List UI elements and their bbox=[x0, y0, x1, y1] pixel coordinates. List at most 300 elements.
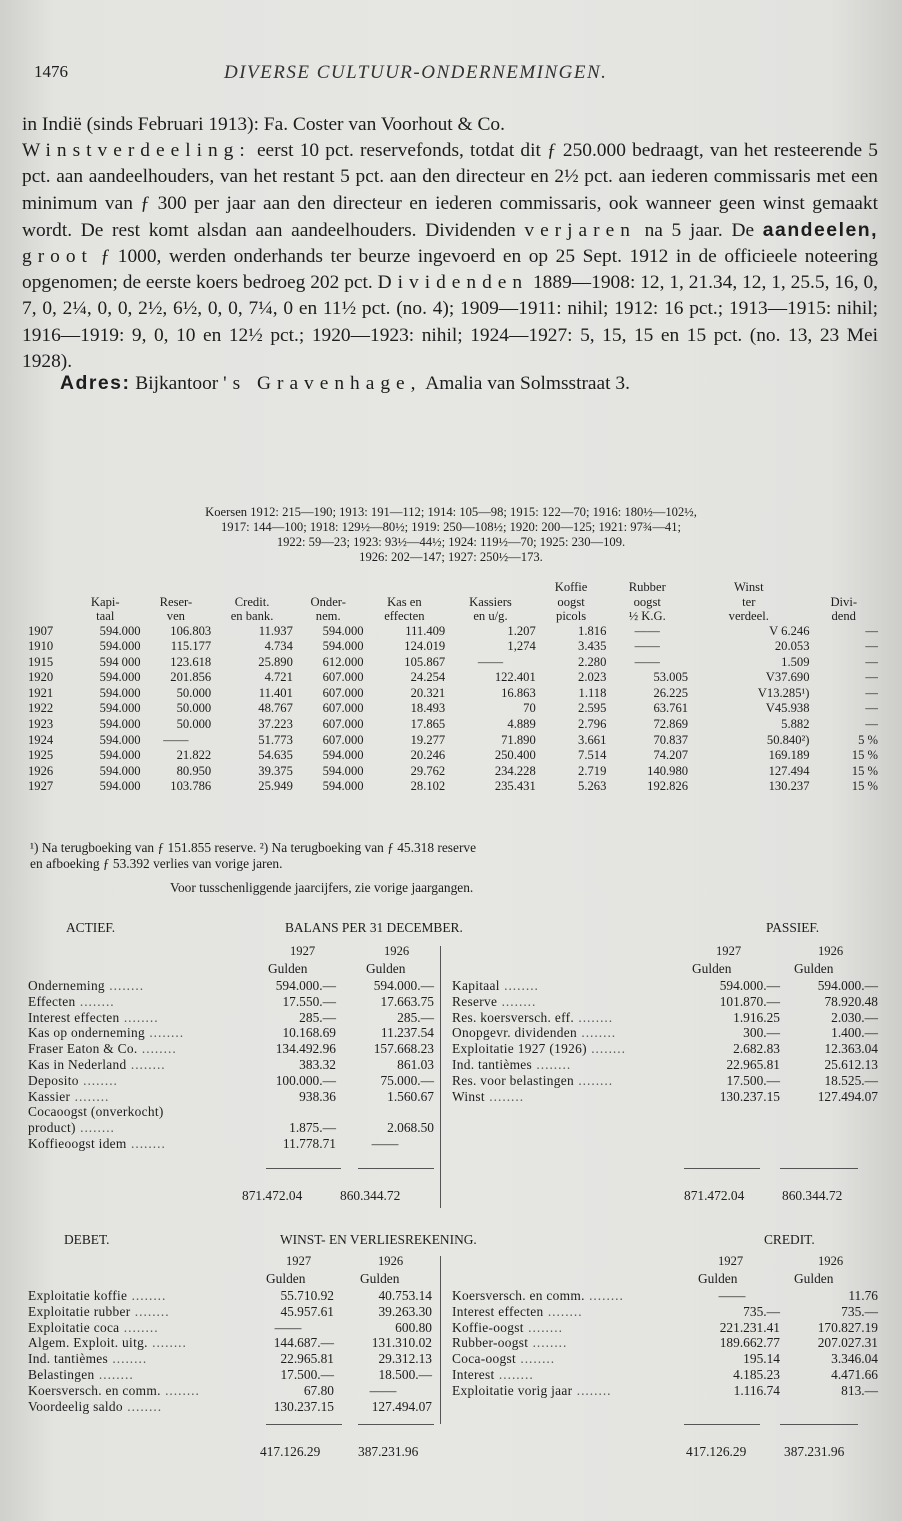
ledger-row: Rubber-oogst ........ 189.662.77 207.027.31 bbox=[452, 1335, 878, 1351]
column-header: Credit. bbox=[234, 594, 270, 609]
ledger-value bbox=[336, 1104, 434, 1120]
table-cell: 234.228 bbox=[494, 763, 536, 778]
table-cell: — bbox=[865, 623, 878, 638]
column-header: effecten bbox=[384, 609, 425, 623]
table-cell: 192.826 bbox=[647, 779, 689, 794]
ledger-value bbox=[246, 1104, 336, 1120]
table-cell: 50.000 bbox=[176, 685, 212, 700]
ledger-value: 383.32 bbox=[299, 1056, 336, 1072]
ledger-value: 17.663.75 bbox=[380, 993, 434, 1009]
table-row bbox=[28, 639, 878, 655]
ledger-label: Koersversch. en comm. bbox=[28, 1382, 161, 1398]
table-row bbox=[28, 624, 878, 640]
footnote-line: ¹) Na terugboeking van ƒ 151.855 reserve. ²) Na terugboeking van ƒ 45.318 reserve bbox=[30, 840, 477, 855]
ledger-value: —— bbox=[274, 1319, 302, 1335]
table-cell: 4.734 bbox=[264, 639, 293, 654]
ledger-label: Koersversch. en comm. bbox=[452, 1288, 585, 1303]
column-header: taal bbox=[96, 609, 115, 623]
table-cell: 4.721 bbox=[264, 670, 293, 685]
table-cell: 169.189 bbox=[768, 748, 810, 763]
ledger-row: Res. voor belastingen ........ 17.500.— 18.525.— bbox=[452, 1072, 878, 1088]
ledger-label: Belastingen bbox=[28, 1366, 95, 1382]
ledger-label: Exploitatie 1927 (1926) bbox=[452, 1041, 587, 1057]
column-header: Divi- bbox=[830, 594, 858, 609]
table-cell: 15 % bbox=[851, 779, 878, 794]
ledger-value: 938.36 bbox=[299, 1088, 336, 1104]
description-paragraph bbox=[22, 112, 878, 375]
ledger-row: Deposito ........ 100.000.— 75.000.— bbox=[28, 1072, 434, 1088]
ledger-row: product) ........ 1.875.— 2.068.50 bbox=[28, 1120, 434, 1136]
table-cell: 594.000 bbox=[99, 732, 141, 747]
table-cell: 250.400 bbox=[494, 748, 536, 763]
table-cell: 20.053 bbox=[774, 639, 810, 654]
table-cell: 103.786 bbox=[170, 779, 212, 794]
year-cell: 1924 bbox=[28, 732, 54, 747]
table-row bbox=[28, 733, 878, 749]
ledger-row: Reserve ........ 101.870.— 78.920.48 bbox=[452, 993, 878, 1009]
ledger-row: Ind. tantièmes ........ 22.965.81 29.312.13 bbox=[28, 1351, 432, 1367]
total-rule bbox=[358, 1424, 434, 1425]
year-label: 1927 bbox=[290, 944, 316, 958]
ledger-label: Exploitatie coca bbox=[28, 1319, 120, 1335]
table-cell: 20.246 bbox=[410, 748, 446, 763]
table-cell: — bbox=[865, 717, 878, 732]
table-row bbox=[28, 779, 878, 795]
table-cell: 594.000 bbox=[99, 623, 141, 638]
ledger-value: 735.— bbox=[841, 1303, 878, 1319]
agent-text: in Indië (sinds Februari 1913): Fa. Coster van Voorhout & Co. bbox=[22, 114, 505, 135]
table-cell: 50.000 bbox=[176, 701, 212, 716]
table-row bbox=[28, 717, 878, 733]
aandeelen-term: aandeelen, bbox=[762, 218, 878, 241]
unit-label: Gulden bbox=[692, 961, 732, 976]
ledger-value: 22.965.81 bbox=[280, 1351, 334, 1367]
ledger-value: 130.237.15 bbox=[273, 1398, 334, 1414]
ledger-value: 285.— bbox=[397, 1009, 434, 1025]
unit-label: Gulden bbox=[698, 1271, 738, 1286]
ledger-label: Ind. tantièmes bbox=[452, 1056, 533, 1072]
ledger-label: Koffie-oogst bbox=[452, 1319, 524, 1335]
ledger-value: 594.000.— bbox=[275, 978, 336, 993]
table-cell: 3.661 bbox=[578, 732, 607, 747]
total-value: 417.126.29 bbox=[260, 1444, 321, 1459]
ledger-value: 207.027.31 bbox=[817, 1335, 878, 1351]
address-city: 's Gravenhage, bbox=[223, 373, 422, 394]
table-cell: 24.254 bbox=[410, 670, 446, 685]
unit-label: Gulden bbox=[268, 961, 308, 976]
ledger-value: 1.560.67 bbox=[387, 1088, 434, 1104]
table-cell: —— bbox=[163, 732, 189, 747]
table-cell: 594.000 bbox=[99, 639, 141, 654]
total-rule bbox=[266, 1424, 342, 1425]
column-header: Winst bbox=[734, 580, 764, 594]
column-header bbox=[293, 580, 364, 595]
table-cell: 594.000 bbox=[322, 779, 364, 794]
ledger-label: Rubber-oogst bbox=[452, 1335, 529, 1351]
table-cell: 19.277 bbox=[410, 732, 446, 747]
ledger-value: 17.500.— bbox=[280, 1366, 334, 1382]
table-cell: — bbox=[865, 670, 878, 685]
column-header: nem. bbox=[315, 609, 341, 623]
ledger-value: 170.827.19 bbox=[817, 1319, 878, 1335]
ledger-label: Coca-oogst bbox=[452, 1351, 516, 1367]
column-header: picols bbox=[556, 609, 587, 623]
ledger-row: Effecten ........ 17.550.— 17.663.75 bbox=[28, 993, 434, 1009]
table-cell: 16.863 bbox=[501, 685, 536, 700]
ledger-label: Ind. tantièmes bbox=[28, 1351, 109, 1367]
year-cell: 1920 bbox=[28, 670, 54, 685]
ledger-value: 55.710.92 bbox=[280, 1288, 334, 1303]
passief-table bbox=[452, 978, 878, 1104]
table-cell: 1.509 bbox=[781, 654, 810, 669]
table-cell: 26.225 bbox=[653, 685, 689, 700]
ledger-row: Winst ........ 130.237.15 127.494.07 bbox=[452, 1088, 878, 1104]
table-cell: 2.023 bbox=[578, 670, 607, 685]
table-cell: 39.375 bbox=[258, 763, 293, 778]
company-description bbox=[22, 112, 878, 375]
total-value: 871.472.04 bbox=[242, 1188, 303, 1203]
ledger-label: Interest bbox=[452, 1366, 495, 1382]
table-cell: 2.719 bbox=[578, 763, 607, 778]
ledger-value: 285.— bbox=[299, 1009, 336, 1025]
table-cell: 15 % bbox=[851, 763, 878, 778]
table-cell: 105.867 bbox=[404, 654, 446, 669]
address-street: Amalia van Solmsstraat 3. bbox=[425, 373, 630, 394]
ledger-value: 39.263.30 bbox=[378, 1303, 432, 1319]
ledger-label: Deposito bbox=[28, 1072, 79, 1088]
unit-label: Gulden bbox=[266, 1271, 306, 1286]
table-cell: 111.409 bbox=[405, 623, 446, 638]
ledger-value: 2.030.— bbox=[831, 1009, 878, 1025]
column-header: Onder- bbox=[310, 594, 346, 609]
ledger-label: Algem. Exploit. uitg. bbox=[28, 1335, 148, 1351]
column-header bbox=[28, 595, 70, 610]
column-header bbox=[810, 580, 879, 595]
ledger-value: 101.870.— bbox=[719, 993, 780, 1009]
table-row bbox=[28, 701, 878, 717]
ledger-value: 594.000.— bbox=[719, 978, 780, 993]
column-header bbox=[364, 580, 446, 595]
ledger-row: Interest effecten ........ 285.— 285.— bbox=[28, 1009, 434, 1025]
column-header bbox=[28, 609, 70, 624]
ledger-value: 25.612.13 bbox=[824, 1056, 878, 1072]
balans-title: BALANS PER 31 DECEMBER. bbox=[285, 920, 463, 935]
see-previous-note: Voor tusschenliggende jaarcijfers, zie vorige jaargangen. bbox=[170, 880, 474, 895]
winstverdeeling-text: eerst 10 pct. reservefonds, totdat dit ƒ 250.000 bedraagt, van het resteerende 5 pct. aan aandeelhouders, van het restant 5 pct. aan den directeur en 2½ pct. aan iederen commissaris met een minimum van ƒ 300 per jaar aan den directeur en iederen commissaris, ook wanneer geen winst gemaakt wordt. De rest komt alsdan aan aandeelhouders. Dividenden bbox=[22, 140, 878, 241]
ledger-value: 11.76 bbox=[848, 1288, 878, 1303]
ledger-label: Interest effecten bbox=[28, 1009, 120, 1025]
unit-label: Gulden bbox=[360, 1271, 400, 1286]
unit-label: Gulden bbox=[794, 1271, 834, 1286]
aandeelen-text: ƒ 1000, werden onderhands ter beurze ingevoerd en op 25 Sept. 1912 in de officieele noteering opgenomen; de eerste koers bedroeg 202 pct. bbox=[22, 246, 878, 294]
groot-term: groot bbox=[22, 246, 93, 268]
table-cell: — bbox=[865, 639, 878, 654]
ledger-value: 45.957.61 bbox=[280, 1303, 334, 1319]
year-cell: 1925 bbox=[28, 748, 54, 763]
total-rule bbox=[266, 1168, 341, 1169]
table-cell: 50.840²) bbox=[766, 732, 810, 747]
footnote-line: en afboeking ƒ 53.392 verlies van vorige jaren. bbox=[30, 855, 283, 871]
balance-sheet bbox=[28, 920, 878, 1220]
column-header: Kas en bbox=[387, 594, 422, 609]
ledger-row: Kassier ........ 938.36 1.560.67 bbox=[28, 1088, 434, 1104]
table-cell: 2.595 bbox=[578, 701, 607, 716]
ledger-value: 3.346.04 bbox=[831, 1351, 878, 1367]
table-cell: 5.882 bbox=[781, 717, 810, 732]
unit-label: Gulden bbox=[794, 961, 834, 976]
table-cell: 72.869 bbox=[653, 717, 689, 732]
table-cell: —— bbox=[477, 654, 504, 669]
ledger-label: Res. koersversch. eff. bbox=[452, 1009, 574, 1025]
ledger-value: 130.237.15 bbox=[719, 1088, 780, 1104]
table-cell: 29.762 bbox=[410, 763, 446, 778]
column-header: ter bbox=[742, 594, 756, 609]
ledger-row: Voordeelig saldo ........ 130.237.15 127.494.07 bbox=[28, 1398, 432, 1414]
table-cell: 5 % bbox=[858, 732, 878, 747]
table-cell: 7.514 bbox=[578, 748, 607, 763]
passief-title: PASSIEF. bbox=[766, 920, 820, 935]
table-cell: 37.223 bbox=[258, 717, 293, 732]
table-cell: 607.000 bbox=[322, 717, 364, 732]
ledger-label: Interest effecten bbox=[452, 1303, 544, 1319]
table-cell: 594.000 bbox=[99, 685, 141, 700]
column-header: Kassiers bbox=[469, 594, 512, 609]
ledger-row: Algem. Exploit. uitg. ........ 144.687.— 131.310.02 bbox=[28, 1335, 432, 1351]
ledger-row: Koersversch. en comm. ........ 67.80 —— bbox=[28, 1383, 432, 1399]
table-cell: — bbox=[865, 701, 878, 716]
column-header: Kapi- bbox=[90, 594, 120, 609]
unit-label: Gulden bbox=[366, 961, 406, 976]
table-cell: 594.000 bbox=[99, 717, 141, 732]
table-cell: 21.822 bbox=[176, 748, 212, 763]
ledger-value: 75.000.— bbox=[380, 1072, 434, 1088]
ledger-value: 4.185.23 bbox=[733, 1366, 780, 1382]
koersen-line: 1922: 59—23; 1923: 93½—44½; 1924: 119½—70; 1925: 230—109. bbox=[276, 535, 626, 549]
ledger-row bbox=[28, 1104, 434, 1120]
ledger-value: 18.500.— bbox=[378, 1366, 432, 1382]
column-header: Koffie bbox=[554, 580, 588, 594]
column-header: oogst bbox=[557, 594, 585, 609]
debet-table bbox=[28, 1288, 432, 1414]
table-row bbox=[28, 670, 878, 686]
table-cell: 63.761 bbox=[653, 701, 689, 716]
ledger-label: Winst bbox=[452, 1088, 485, 1104]
ledger-label: Voordeelig saldo bbox=[28, 1398, 123, 1414]
koersen-line: 1917: 144—100; 1918: 129½—80½; 1919: 250—108½; 1920: 200—125; 1921: 97¾—41; bbox=[220, 520, 682, 534]
year-cell: 1915 bbox=[28, 654, 54, 669]
ledger-value: 221.231.41 bbox=[719, 1319, 780, 1335]
ledger-value: 127.494.07 bbox=[371, 1398, 432, 1414]
table-cell: 2.280 bbox=[578, 654, 607, 669]
table-cell: 594.000 bbox=[322, 763, 364, 778]
year-cell: 1926 bbox=[28, 763, 54, 778]
table-cell: 106.803 bbox=[170, 623, 212, 638]
year-cell: 1922 bbox=[28, 701, 54, 716]
ledger-value: 29.312.13 bbox=[378, 1351, 432, 1367]
table-cell: 594 000 bbox=[99, 654, 141, 669]
ledger-value: —— bbox=[371, 1135, 399, 1151]
table-cell: 70 bbox=[523, 701, 536, 716]
koersen-line: Koersen 1912: 215—190; 1913: 191—112; 1914: 105—98; 1915: 122—70; 1916: 180½—102½, bbox=[205, 505, 697, 519]
table-cell: 594.000 bbox=[322, 748, 364, 763]
table-cell: 28.102 bbox=[410, 779, 446, 794]
table-cell: 17.865 bbox=[410, 717, 446, 732]
ledger-value: 300.— bbox=[743, 1025, 780, 1041]
table-cell: 11.937 bbox=[258, 623, 293, 638]
ledger-value: 813.— bbox=[841, 1382, 878, 1398]
table-cell: 594.000 bbox=[99, 763, 141, 778]
table-cell: 20.321 bbox=[410, 685, 446, 700]
table-cell: —— bbox=[634, 654, 660, 669]
ledger-label: Cocaoogst (onverkocht) bbox=[28, 1104, 164, 1120]
page-number: 1476 bbox=[34, 62, 68, 81]
ledger-label: Onderneming bbox=[28, 978, 105, 993]
ledger-row: Coca-oogst ........ 195.14 3.346.04 bbox=[452, 1351, 878, 1367]
credit-title: CREDIT. bbox=[764, 1232, 815, 1247]
ledger-value: 78.920.48 bbox=[824, 993, 878, 1009]
table-cell: — bbox=[865, 654, 878, 669]
table-row bbox=[28, 655, 878, 671]
ledger-value: 127.494.07 bbox=[817, 1088, 878, 1104]
table-cell: 130.237 bbox=[768, 779, 810, 794]
ledger-row: Exploitatie vorig jaar ........ 1.116.74 813.— bbox=[452, 1382, 878, 1398]
column-header: en u/g. bbox=[473, 609, 508, 623]
table-cell: 54.635 bbox=[258, 748, 293, 763]
koersen-line: 1926: 202—147; 1927: 250½—173. bbox=[359, 550, 543, 564]
year-label: 1927 bbox=[286, 1254, 312, 1268]
statistics-header bbox=[28, 580, 878, 624]
share-prices bbox=[20, 505, 882, 565]
ledger-value: 594.000.— bbox=[817, 978, 878, 993]
column-header bbox=[141, 580, 212, 595]
table-cell: 11.401 bbox=[258, 685, 293, 700]
ledger-label: Exploitatie vorig jaar bbox=[452, 1382, 573, 1398]
table-cell: 115.177 bbox=[170, 639, 212, 654]
ledger-row: Exploitatie 1927 (1926) ........ 2.682.83 12.363.04 bbox=[452, 1041, 878, 1057]
ledger-row: Koersversch. en comm. ........ —— 11.76 bbox=[452, 1288, 878, 1303]
address-label: Adres: bbox=[60, 372, 131, 394]
ledger-value: 861.03 bbox=[397, 1056, 434, 1072]
column-header bbox=[28, 580, 70, 595]
ledger-label: Exploitatie koffie bbox=[28, 1288, 128, 1303]
verjaren-text: na 5 jaar. De bbox=[644, 219, 755, 241]
year-cell: 1927 bbox=[28, 779, 54, 794]
address-office: Bijkantoor bbox=[135, 373, 219, 394]
total-rule bbox=[684, 1424, 760, 1425]
ledger-value: 2.682.83 bbox=[733, 1041, 780, 1057]
ledger-value: 1.400.— bbox=[831, 1025, 878, 1041]
table-cell: 594.000 bbox=[99, 779, 141, 794]
ledger-value: 1.916.25 bbox=[733, 1009, 780, 1025]
column-header bbox=[70, 580, 141, 595]
table-cell: 50.000 bbox=[176, 717, 212, 732]
table-cell: 25.949 bbox=[258, 779, 293, 794]
ledger-row: Exploitatie rubber ........ 45.957.61 39.263.30 bbox=[28, 1303, 432, 1319]
total-value: 871.472.04 bbox=[684, 1188, 745, 1203]
table-cell: 71.890 bbox=[501, 732, 536, 747]
debet-title: DEBET. bbox=[64, 1232, 110, 1247]
ledger-row: Kas op onderneming ........ 10.168.69 11.237.54 bbox=[28, 1025, 434, 1041]
table-cell: 607.000 bbox=[322, 685, 364, 700]
table-cell: 607.000 bbox=[322, 670, 364, 685]
ledger-label: Kassier bbox=[28, 1088, 71, 1104]
footnotes bbox=[30, 840, 880, 872]
ledger-value: 17.500.— bbox=[726, 1072, 780, 1088]
ledger-value: 195.14 bbox=[743, 1351, 780, 1367]
column-header: Reser- bbox=[159, 594, 193, 609]
table-cell: 123.618 bbox=[170, 654, 212, 669]
table-cell: 2.796 bbox=[578, 717, 607, 732]
column-header: ½ K.G. bbox=[628, 609, 666, 623]
table-cell: 5.263 bbox=[578, 779, 607, 794]
table-cell: 1,274 bbox=[507, 639, 536, 654]
ledger-value: 40.753.14 bbox=[378, 1288, 432, 1303]
total-rule bbox=[780, 1424, 858, 1425]
ledger-row: Koffieoogst idem ........ 11.778.71 —— bbox=[28, 1136, 434, 1152]
ledger-value: 189.662.77 bbox=[719, 1335, 780, 1351]
table-cell: 4.889 bbox=[507, 717, 536, 732]
table-row bbox=[28, 748, 878, 764]
dividenden-term: Dividenden bbox=[377, 272, 529, 294]
total-value: 860.344.72 bbox=[340, 1188, 401, 1203]
table-cell: 15 % bbox=[851, 748, 878, 763]
ledger-label: product) bbox=[28, 1120, 76, 1136]
table-cell: 594.000 bbox=[99, 748, 141, 763]
ledger-row: Belastingen ........ 17.500.— 18.500.— bbox=[28, 1366, 432, 1382]
year-cell: 1921 bbox=[28, 685, 54, 700]
column-header: ven bbox=[166, 609, 185, 623]
ledger-row: Ind. tantièmes ........ 22.965.81 25.612.13 bbox=[452, 1056, 878, 1072]
ledger-value: 10.168.69 bbox=[282, 1025, 336, 1041]
credit-table bbox=[452, 1288, 878, 1399]
ledger-row: Fraser Eaton & Co. ........ 134.492.96 157.668.23 bbox=[28, 1041, 434, 1057]
winstverdeeling-term: Winstverdeeling: bbox=[22, 140, 251, 162]
total-value: 417.126.29 bbox=[686, 1444, 747, 1459]
table-cell: 18.493 bbox=[410, 701, 446, 716]
table-cell: 74.207 bbox=[653, 748, 689, 763]
table-cell: 51.773 bbox=[258, 732, 293, 747]
profit-loss-account bbox=[28, 1232, 878, 1472]
statistics-table bbox=[28, 580, 878, 795]
total-rule bbox=[358, 1168, 434, 1169]
dividenden-text: 1889—1908: 12, 1, 21.34, 12, 1, 25.5, 16, 0, 7, 0, 2¼, 0, 0, 2½, 6½, 0, 0, 7¼, 0 en 11½ pct. (no. 4); 1909—1911: nihil; 1912: 16 pct.; 1913—1915: nihil; 1916—1919: 9, 0, 10 en 12½ pct.; 1920—1923: nihil; 1924—1927: 5, 15, 15 en 15 pct. (no. 13, 23 Mei 1928). bbox=[22, 272, 878, 372]
statistics-body bbox=[28, 624, 878, 796]
table-cell: 3.435 bbox=[578, 639, 607, 654]
year-cell: 1907 bbox=[28, 623, 54, 638]
ledger-value: 11.778.71 bbox=[282, 1135, 336, 1151]
table-row bbox=[28, 686, 878, 702]
ledger-value: 1.875.— bbox=[289, 1120, 336, 1136]
table-cell: V37.690 bbox=[765, 670, 810, 685]
ledger-value: 22.965.81 bbox=[726, 1056, 780, 1072]
ledger-row: Kas in Nederland ........ 383.32 861.03 bbox=[28, 1056, 434, 1072]
ledger-row: Koffie-oogst ........ 221.231.41 170.827.19 bbox=[452, 1319, 878, 1335]
table-cell: 607.000 bbox=[322, 732, 364, 747]
ledger-value: 2.068.50 bbox=[387, 1120, 434, 1136]
actief-table bbox=[28, 978, 434, 1152]
winst-title: WINST- EN VERLIESREKENING. bbox=[280, 1232, 477, 1247]
total-value: 387.231.96 bbox=[358, 1444, 419, 1459]
table-cell: 124.019 bbox=[404, 639, 446, 654]
ledger-label: Exploitatie rubber bbox=[28, 1303, 131, 1319]
ledger-row: Res. koersversch. eff. ........ 1.916.25 2.030.— bbox=[452, 1009, 878, 1025]
ledger-value: 4.471.66 bbox=[831, 1366, 878, 1382]
ledger-label: Fraser Eaton & Co. bbox=[28, 1041, 138, 1057]
ledger-label: Onopgevr. dividenden bbox=[452, 1025, 578, 1041]
table-cell: 201.856 bbox=[170, 670, 212, 685]
ledger-label: Kas in Nederland bbox=[28, 1056, 127, 1072]
table-cell: 594.000 bbox=[322, 623, 364, 638]
